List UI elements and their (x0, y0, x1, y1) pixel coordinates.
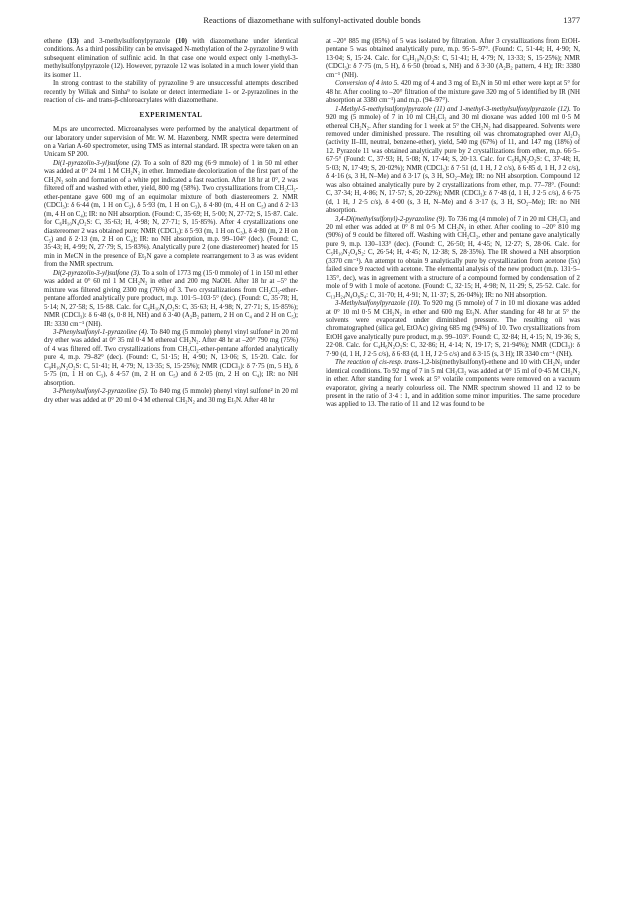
paragraph-intro-continued (44, 38, 298, 80)
procedure-body: To 736 mg (4 mmole) of 7 in 20 ml CH₂Cl₂ and 20 ml ether was added at 0° 8 ml 0·5 M CH₂N₂ in ether. After cooling to –20° 810 mg (90%) of 9 could be filtered off. Washing with CH₂Cl₂, ether and pentane gave analytically pure 9, m.p. 130–133° (dec). (Found: C, 26·50; H, 4·45; N, 12·27; S, 28·06. Calc. for C₅H₁₀N₂O₄S₂: C, 26·54; H, 4·45; N, 12·38; S, 28·35%). The IR showed a NH absorption (3370 cm⁻¹). An attempt to obtain 9 analytically pure by crystallization from acetone (5x) failed since 9 reacted with acetone. The elemental analysis of the new product (m.p. 131·5–135°, dec), was in agreement with a structure of a compound formed by condensation of 2 mole of 9 with 1 mole of acetone. (Found: C, 32·15; H, 4·98; N, 11·29; S, 25·52. Calc. for C₁₃H₂₄N₄O₈S₄: C, 31·70; H, 4·91; N, 11·37; S, 26·04%); IR: no NH absorption. (326, 215, 580, 299)
procedure-title: Di(2-pyrazolin-3-yl)sulfone (3). (53, 269, 141, 277)
section-heading-experimental: EXPERIMENTAL (139, 111, 203, 119)
right-column (326, 38, 580, 410)
running-header (44, 16, 580, 30)
compound-ref-10: (10) (175, 38, 188, 45)
procedure-body: To 840 mg (5 mmole) phenyl vinyl sulfone² in 20 ml dry ether was added at 0° 35 ml 0·4 M ethereal CH₂N₂. After 48 hr at –20° 790 mg (75%) of 4 was filtered off. Two crystallizations from CH₂Cl₂-ether-pentane afforded analytically pure 4, m.p. 79–82° (dec). (Found: C, 51·15; H, 4·90; N, 13·06; S, 15·20. Calc. for C₉H₁₀N₂O₂S: C, 51·41; H, 4·79; N, 13·35; S, 15·25%); NMR (CDCl₃): δ 7·75 (m, 5 H), δ 5·75 (m, 1 H on C₃), δ 4·57 (m, 2 H on C₅) and δ 2·05 (m, 2 H on C₄); IR: no NH absorption. (44, 328, 298, 387)
procedure-body: To 920 mg (5 mmole) of 7 in 10 ml CH₂Cl₂ and 30 ml dioxane was added 100 ml 0·5 M ethereal CH₂N₂. After standing for 1 week at 5° the CH₂N₂ had disappeared. Solvents were removed under diminished pressure. The resulting oil was chromatographed over Al₂O₃ (activity II–III, neutral, benzene-ether), yield, 540 mg (67%) of 11, and 147 mg (18%) of 12. Pyrazole 11 was obtained analytically pure by 2 crystallizations from ether, m.p. 66·5–67·5° (Found: C, 37·93; H, 5·08; N, 17·44; S, 20·13. Calc. for C₅H₈N₂O₂S: C, 37·48; H, 5·03; N, 17·49; S, 20·02%); NMR (CDCl₃): δ 7·51 (d, 1 H, J 2 c/s), δ 6·85 d, 1 H, J 2 c/s), δ 4·16 (s, 3 H, N–Me) and δ 3·17 (s, 3 H, SO₂–Me); IR: no NH absorption. Compound 12 was also obtained analytically pure by 2 crystallizations from ether, m.p. 77–78°. (Found: C, 37·34; H, 4·86; N, 17·57; S, 20·22%); NMR (CDCl₃): δ 7·48 (d, 1 H, J 2·5 c/s), δ 6·75 (d, 1 H, J 2·5 c/s), δ 4·00 (s, 3 H, N–Me) and δ 3·17 (s, 3 H, SO₂–Me); IR: no NH absorption. (326, 105, 580, 215)
paragraph-compound-2 (44, 160, 298, 270)
procedure-title: Conversion of 4 into 5. (335, 80, 399, 88)
procedure-body: To a soln of 820 mg (6·9 mmole) of 1 in 50 ml ether was added at 0° 24 ml 1 M CH₂N₂ in ether. Immediate decolorization of the first part of the CH₂N₂ soln and formation of a white ppt indicated a fast reaction. After 18 hr at 0°, 2 was filtered off and washed with ether, yield, 800 mg (58%). Two crystallizations from CH₂Cl₂-ether-pentane gave 600 mg of an equimolar mixture of both diastereomers 2. NMR (CDCl₃): δ 6·44 (m, 1 H on C₂), δ 5·93 (m, 1 H on C₃), δ 4·80 (m, 4 H on C₅) and δ 2·13 (m, 4 H on C₄); IR: no NH absorption. (Found: C, 35·69; H, 5·00; N, 27·72; S, 15·87. Calc. for C₆H₁₀N₄O₂S: C, 35·63; H, 4·98; N, 27·71; S, 15·85%). After 4 crystallizations one diastereomer 2 was obtained pure; NMR (CDCl₃): δ 5·93 (m, 1 H on C₃), δ 4·80 (m, 2 H on C₅) and δ 2·13 (m, 2 H on C₄); IR: no NH absorption, m.p. 99–104° (dec). (Found: C, 35·43; H, 4·99; N, 27·79; S, 15·83%). Analytically pure 2 (one diastereomer) heated for 15 min in MeCN in the presence of Et₃N gave a complete rearrangement to 3 as was evident from the NMR spectrum. (44, 159, 298, 269)
paragraph-conversion-4-to-5 (326, 80, 580, 105)
paragraph-compound-4 (44, 329, 298, 388)
text-run: and 3-methylsulfonylpyrazole (78, 38, 176, 45)
procedure-body: To 920 mg (5 mmole) of 7 in 10 ml dioxane was added at 0° 10 ml 0·5 M CH₂N₂ in ether and 600 mg Et₃N. After standing for 48 hr at 5° the solvents were evaporated under diminished pressure. The resulting oil was chromatographed (silica gel, EtOAc) giving 685 mg (94%) of 10. Two crystallizations from EtOH gave analytically pure product, m.p. 99–103°. Found: C, 32·84; H, 4·15; N, 19·36; S, 22·08. Calc. for C₄H₆N₂O₂S: C, 32·86; H, 4·14; N, 19·17; S, 21·94%); NMR (CDCl₃): δ 7·90 (d, 1 H, J 2·5 c/s), δ 6·83 (d, 1 H, J 2·5 c/s) and δ 3·15 (s, 3 H); IR 3340 cm⁻¹ (NH). (326, 300, 580, 358)
paragraph-contrast: In strong contrast to the stability of pyrazoline 9 are unsuccessful attempts described recently by Wiliak and Sinha⁹ to isolate or detect intermediate 1- or 2-pyrazolines in the reaction of cis- and trans-β-chloroacrylates with diazomethane. (44, 80, 298, 105)
procedure-title: 3,4-Di(methylsulfonyl)-2-pyrazoline (9). (335, 215, 447, 223)
text-run: with diazomethane under identical conditions. As a third possibility can be envisaged N-methylation of the 2-pyrazoline 9 with subsequent elimination of sulfinic acid. In that case one would expect only 1-methyl-3-methylsulfonylpyrazole (12). However, pyrazole 12 was isolated in a much lower yield than its isomer 11. (44, 38, 298, 79)
paragraph-compound-9 (326, 216, 580, 301)
procedure-title: The reaction of cis-resp. trans (335, 359, 419, 367)
procedure-title: 1-Methyl-5-methylsulfonylpyrazole (11) and 1-methyl-3-methylsulfonylpyrazole (12). (335, 105, 571, 113)
procedure-title: 3-Phenylsulfonyl-1-pyrazoline (4). (53, 328, 149, 336)
procedure-title: Di(1-pyrazolin-3-yl)sulfone (2). (53, 159, 142, 167)
text-run: ethene (44, 38, 68, 45)
procedure-body: To a soln of 1773 mg (15·0 mmole) of 1 in 150 ml ether was added at 0° 60 ml 1 M CH₂N₂ in ether and 200 mg NaOH. After 18 hr at –5° the mixture was filtered giving 2300 mg (76%) of 3. Two crystallizations from CH₂Cl₂-ether-pentane afforded analytically pure product, m.p. 101·5–103·5° (dec). (Found: C, 35·78; H, 5·14; N, 27·58; S, 15·88. Calc. for C₆H₁₀N₄O₂S: C, 35·63; H, 4·98; N, 27·71; S, 15·85%); NMR (CDCl₃): δ 6·48 (s, 0·8 H, NH) and δ 3·40 (A₂B₂ pattern, 2 H on C₄ and 2 H on C₅); IR: 3330 cm⁻¹ (NH). (44, 269, 298, 328)
running-title: Reactions of diazomethane with sulfonyl-activated double bonds (203, 16, 421, 25)
paragraph-cis-trans-reaction (326, 359, 580, 410)
procedure-title: 3-Phenylsulfonyl-2-pyrazoline (5). (53, 388, 149, 396)
procedure-title: 3-Methylsulfonylpyrazole (10). (335, 300, 421, 308)
paragraph-general-methods: M.ps are uncorrected. Microanalyses were performed by the analytical department of our laboratory under supervision of Mr. W. M. Hazenberg. NMR spectra were determined on a Varian A-60 spectrometer, using TMS as internal standard. IR spectra were taken on an Unicam SP 200. (44, 126, 298, 159)
procedure-body: To 840 mg (5 mmole) phenyl vinyl sulfone² in 20 ml dry ether was added at 0° 20 ml 0·4 M ethereal CH₂N₂ and 30 mg Et₃N. After 48 hr (44, 388, 298, 404)
paragraph-compounds-11-12 (326, 106, 580, 216)
procedure-body: -1,2-bis(methylsulfonyl)-ethene and 10 with CH₂N₂ under identical conditions. To 92 mg of 7 in 5 ml CH₂Cl₂ was added at 0° 15 ml of 0·45 M CH₂N₂ in ether. After standing for 1 week at 5° volatile components were removed on a vacuum evaporator, giving a nearly colourless oil. The NMR spectrum showed 11 and 12 to be present in the ratio of 3·4 : 1, and in addition some minor impurities. The same procedure was applied to 13. The ratio of 11 and 12 was found to be (326, 359, 581, 409)
left-column (44, 38, 298, 405)
procedure-body: 420 mg of 4 and 3 mg of Et₃N in 50 ml ether were kept at 5° for 48 hr. After cooling to –20° filtration of the mixture gave 320 mg of 5 identified by IR (NH absorption at 3380 cm⁻¹) and m.p. (94–97°). (326, 80, 580, 105)
paragraph-compound-10 (326, 300, 580, 359)
paragraph-compound-3 (44, 270, 298, 329)
paragraph-compound-5-continued: at –20° 885 mg (85%) of 5 was isolated by filtration. After 3 crystallizations from EtOH-pentane 5 was obtained analytically pure, m.p. 95·5–97°. (Found: C, 51·44; H, 4·90; N, 13·04; S, 15·24. Calc. for C₉H₁₀N₂O₂S: C, 51·41; H, 4·79; N, 13·33; S, 15·25%); NMR (CDCl₃): δ 7·75 (m, 5 H), δ 6·50 (broad s, NH) and δ 3·30 (A₂B₂ pattern, 4 H); IR: 3380 cm⁻¹ (NH). (326, 38, 580, 79)
compound-ref-13: (13) (67, 38, 79, 45)
page-number: 1377 (563, 16, 580, 25)
paragraph-compound-5 (44, 388, 298, 405)
